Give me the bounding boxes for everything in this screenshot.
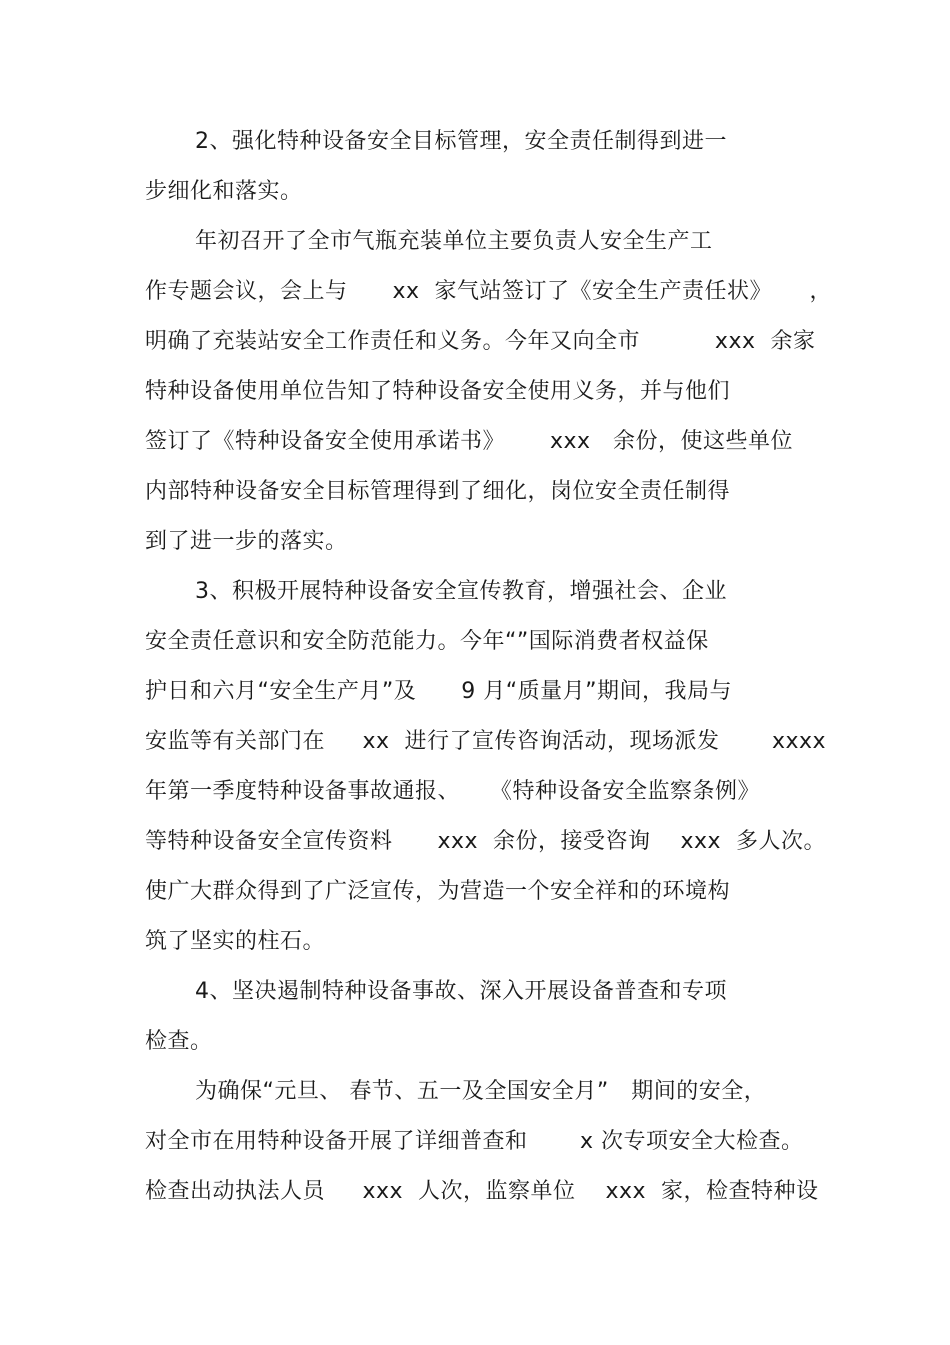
paragraph-line: 为确保“元旦、 春节、五一及全国安全月” 期间的安全，: [195, 1079, 767, 1104]
paragraph-line: 安全责任意识和安全防范能力。今年“”国际消费者权益保: [145, 629, 709, 654]
section-2-heading-line-2: 步细化和落实。: [145, 179, 303, 204]
section-4-heading-line-2: 检查。: [145, 1029, 213, 1054]
paragraph-line: 对全市在用特种设备开展了详细普查和 x 次专项安全大检查。: [145, 1129, 804, 1154]
paragraph-line: 年初召开了全市气瓶充装单位主要负责人安全生产工: [195, 229, 713, 254]
paragraph-line: 特种设备使用单位告知了特种设备安全使用义务，并与他们: [145, 379, 731, 404]
paragraph-line: 内部特种设备安全目标管理得到了细化，岗位安全责任制得: [145, 479, 731, 504]
paragraph-line: 明确了充装站安全工作责任和义务。今年又向全市 xxx 余家: [145, 329, 816, 354]
section-4-heading-line-1: 4、坚决遏制特种设备事故、深入开展设备普查和专项: [195, 979, 727, 1004]
paragraph-line: 安监等有关部门在 xx 进行了宣传咨询活动，现场派发 xxxx: [145, 729, 827, 754]
paragraph-line: 年第一季度特种设备事故通报、 《特种设备安全监察条例》: [145, 779, 760, 804]
paragraph-line: 筑了坚实的柱石。: [145, 929, 326, 954]
paragraph-line: 等特种设备安全宣传资料 xxx 余份，接受咨询 xxx 多人次。: [145, 829, 827, 854]
paragraph-line: 作专题会议，会上与 xx 家气站签订了《安全生产责任状》 ，: [145, 279, 832, 304]
paragraph-line: 检查出动执法人员 xxx 人次，监察单位 xxx 家，检查特种设: [145, 1179, 819, 1204]
section-3-heading-line: 3、积极开展特种设备安全宣传教育，增强社会、企业: [195, 579, 727, 604]
paragraph-line: 护日和六月“安全生产月”及 9 月“质量月”期间，我局与: [145, 679, 733, 704]
paragraph-line: 到了进一步的落实。: [145, 529, 348, 554]
section-2-heading-line-1: 2、强化特种设备安全目标管理，安全责任制得到进一: [195, 129, 727, 154]
paragraph-line: 使广大群众得到了广泛宣传，为营造一个安全祥和的环境构: [145, 879, 731, 904]
paragraph-line: 签订了《特种设备安全使用承诺书》 xxx 余份，使这些单位: [145, 429, 793, 454]
